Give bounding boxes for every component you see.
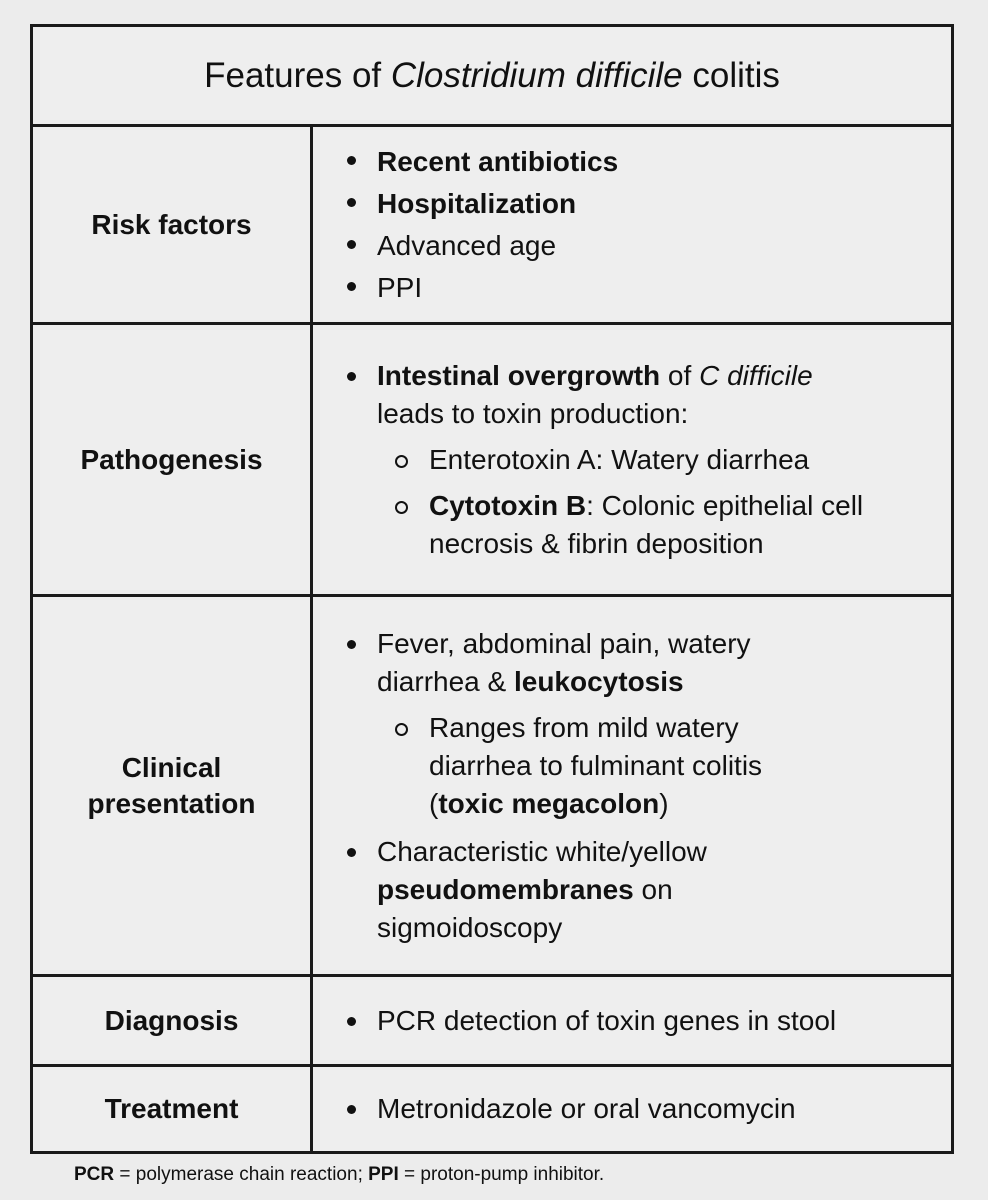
row-clinical-presentation xyxy=(33,597,951,977)
row-risk-factors xyxy=(33,127,951,325)
sub-list-item xyxy=(343,441,951,479)
clinical-text-tail: on sigmoidoscopy xyxy=(377,873,673,943)
clinical-presentation-content xyxy=(313,597,951,974)
footnote-def: = polymerase chain reaction; xyxy=(114,1164,369,1185)
footnote-abbr: PPI xyxy=(368,1164,399,1185)
clinical-presentation-label xyxy=(33,597,313,974)
sub-list-item xyxy=(343,487,951,563)
risk-item-text: Recent antibiotics xyxy=(377,145,619,177)
title-pre: Features of xyxy=(204,55,391,95)
title-post: colitis xyxy=(682,55,780,95)
risk-factors-label: Risk factors xyxy=(33,127,313,322)
row-pathogenesis xyxy=(33,325,951,597)
diagnosis-label: Diagnosis xyxy=(33,977,313,1064)
list-item xyxy=(343,225,951,267)
clinical-label-line: Clinical xyxy=(121,751,222,783)
risk-factors-content xyxy=(313,127,951,322)
clinical-label-line: presentation xyxy=(87,787,256,819)
table-title xyxy=(33,27,951,127)
risk-item-text: Hospitalization xyxy=(377,187,577,219)
diagnosis-text: PCR detection of toxin genes in stool xyxy=(377,1004,837,1036)
risk-item-text: Advanced age xyxy=(377,229,557,261)
list-item xyxy=(343,267,951,309)
list-item xyxy=(343,183,951,225)
treatment-text: Metronidazole or oral vancomycin xyxy=(377,1093,796,1124)
clinical-sub-text: Ranges from mild watery diarrhea to fulminant colitis ( xyxy=(429,711,763,819)
row-diagnosis xyxy=(33,977,951,1067)
features-table xyxy=(30,24,954,1154)
list-item xyxy=(343,357,951,433)
list-item xyxy=(343,141,951,183)
row-treatment xyxy=(33,1067,951,1151)
pathogenesis-label: Pathogenesis xyxy=(33,325,313,594)
patho-bold-text: Intestinal overgrowth xyxy=(377,359,661,391)
sub-list-item xyxy=(343,709,861,823)
patho-sub-text: : Colonic epithelial cell necrosis & fibrin deposition xyxy=(429,489,864,559)
clinical-sub-close: ) xyxy=(659,787,669,819)
clinical-sub-bold: toxic megacolon xyxy=(438,787,660,819)
list-item xyxy=(343,1002,951,1040)
treatment-label: Treatment xyxy=(33,1067,313,1151)
clinical-text: Fever, abdominal pain, watery diarrhea & xyxy=(377,627,751,697)
patho-text-line2: leads to toxin production: xyxy=(377,397,689,429)
footnote-def: = proton-pump inhibitor. xyxy=(398,1164,605,1185)
list-item xyxy=(343,625,861,701)
clinical-bold: pseudomembranes xyxy=(377,873,634,905)
list-item xyxy=(343,1090,951,1128)
risk-item-text: PPI xyxy=(377,271,423,303)
treatment-content xyxy=(313,1067,951,1151)
list-item xyxy=(343,833,861,947)
patho-sub-text: Enterotoxin A: Watery diarrhea xyxy=(429,443,810,475)
patho-sub-bold: Cytotoxin B xyxy=(429,489,587,521)
patho-italic-text: C difficile xyxy=(699,359,813,391)
footnote-abbr: PCR xyxy=(74,1164,115,1185)
title-organism: Clostridium difficile xyxy=(390,55,683,95)
patho-text: of xyxy=(660,359,700,391)
diagnosis-content xyxy=(313,977,951,1064)
pathogenesis-content xyxy=(313,325,951,594)
clinical-bold: leukocytosis xyxy=(513,665,684,697)
footnote xyxy=(74,1164,604,1186)
clinical-text: Characteristic white/yellow xyxy=(377,835,707,867)
